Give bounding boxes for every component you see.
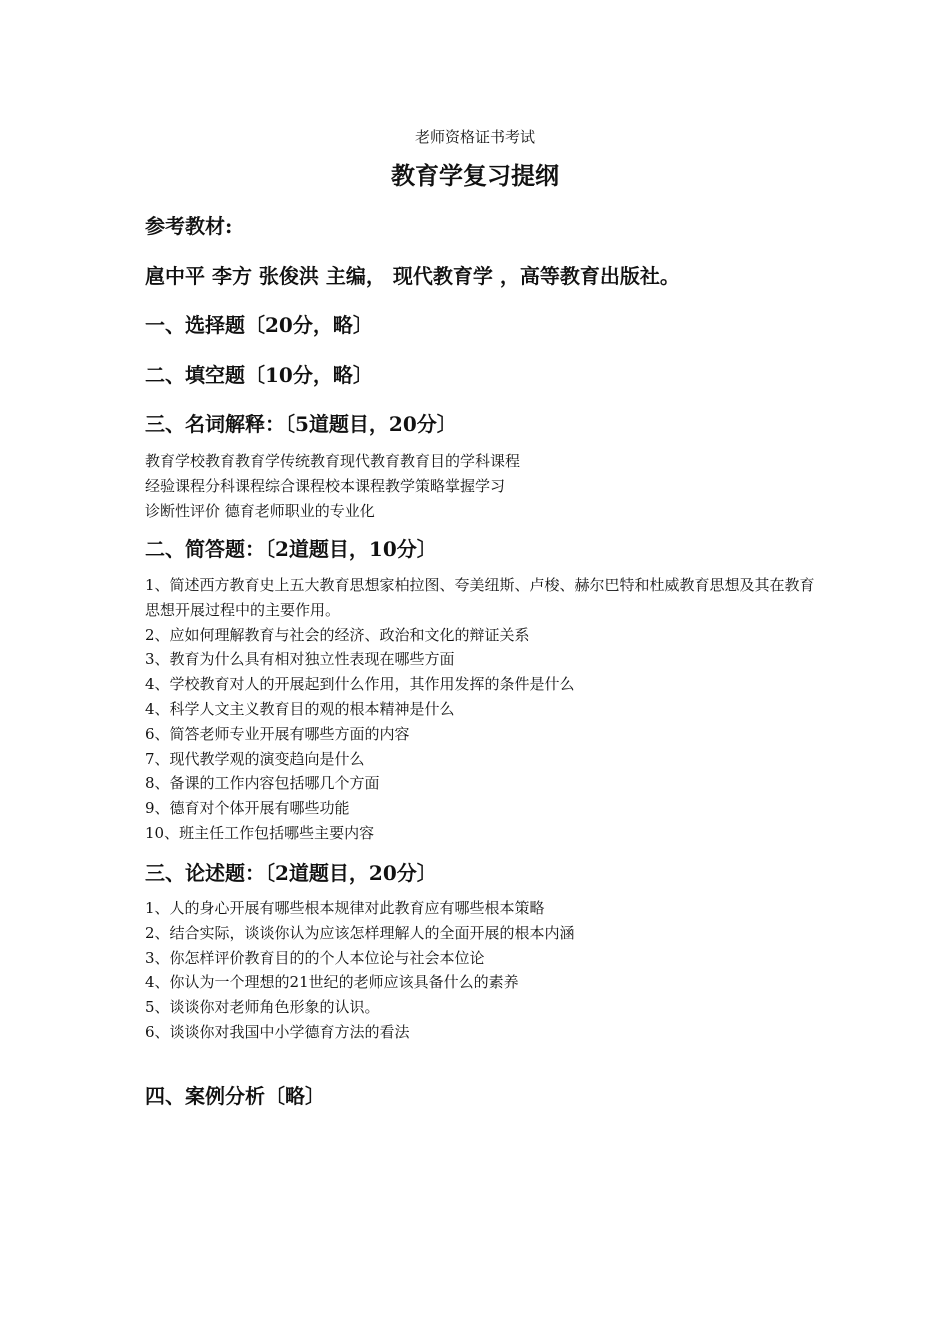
- section-heading: 三、论述题：〔2道题目，20分〕: [145, 861, 437, 885]
- section-choice: [145, 311, 845, 339]
- section-fill-blank: [145, 361, 845, 389]
- essay-list: [145, 896, 845, 1045]
- textbook-label-block: [145, 212, 845, 240]
- short-answer-list: [145, 573, 845, 846]
- section-short-answer: [145, 535, 845, 563]
- list-item: 4、学校教育对人的开展起到什么作用，其作用发挥的条件是什么: [145, 675, 575, 694]
- textbook-info-block: [145, 262, 845, 290]
- textbook-info: 扈中平 李方 张俊洪 主编， 现代教育学 ，高等教育出版社。: [145, 264, 680, 288]
- list-item: 3、教育为什么具有相对独立性表现在哪些方面: [145, 650, 455, 669]
- list-item: 7、现代教学观的演变趋向是什么: [145, 749, 365, 768]
- list-item: 2、应如何理解教育与社会的经济、政治和文化的辩证关系: [145, 625, 530, 644]
- section-essay: [145, 859, 845, 887]
- list-item: 8、备课的工作内容包括哪几个方面: [145, 774, 380, 793]
- list-item: 4、科学人文主义教育目的观的根本精神是什么: [145, 699, 455, 718]
- section-case-analysis: [145, 1082, 845, 1110]
- terms-list: [145, 449, 845, 523]
- list-item: 1、人的身心开展有哪些根本规律对此教育应有哪些根本策略: [145, 899, 545, 917]
- list-item: 10、班主任工作包括哪些主要内容: [145, 823, 375, 842]
- section-terms: [145, 410, 845, 438]
- section-heading: 一、选择题〔20分，略〕: [145, 313, 373, 337]
- terms-line: 教育学校教育教育学传统教育现代教育教育目的学科课程: [145, 452, 521, 470]
- list-item: 6、简答老师专业开展有哪些方面的内容: [145, 724, 410, 743]
- textbook-label: 参考教材:: [145, 214, 233, 238]
- section-heading: 四、案例分析〔略〕: [145, 1084, 325, 1108]
- list-item: 4、你认为一个理想的21世纪的老师应该具备什么的素养: [145, 973, 519, 992]
- terms-line: 诊断性评价 德育老师职业的专业化: [145, 501, 375, 520]
- section-heading: 二、填空题〔10分，略〕: [145, 363, 373, 387]
- list-item: 6、谈谈你对我国中小学德育方法的看法: [145, 1022, 410, 1041]
- document-title: 教育学复习提纲: [391, 161, 559, 190]
- list-item: 1、简述西方教育史上五大教育思想家柏拉图、夸美纽斯、卢梭、赫尔巴特和杜威教育思想及其在教育思想开展过程中的主要作用。: [145, 576, 815, 619]
- section-heading: 三、名词解释：〔5道题目，20分〕: [145, 412, 457, 436]
- list-item: 5、谈谈你对老师角色形象的认识。: [145, 998, 380, 1017]
- section-heading: 二、简答题：〔2道题目，10分〕: [145, 537, 437, 561]
- list-item: 2、结合实际，谈谈你认为应该怎样理解人的全面开展的根本内涵: [145, 923, 575, 942]
- terms-line: 经验课程分科课程综合课程校本课程教学策略掌握学习: [145, 476, 506, 495]
- document-subtitle: 老师资格证书考试: [414, 128, 535, 146]
- list-item: 3、你怎样评价教育目的的个人本位论与社会本位论: [145, 948, 485, 967]
- list-item: 9、德育对个体开展有哪些功能: [145, 799, 350, 818]
